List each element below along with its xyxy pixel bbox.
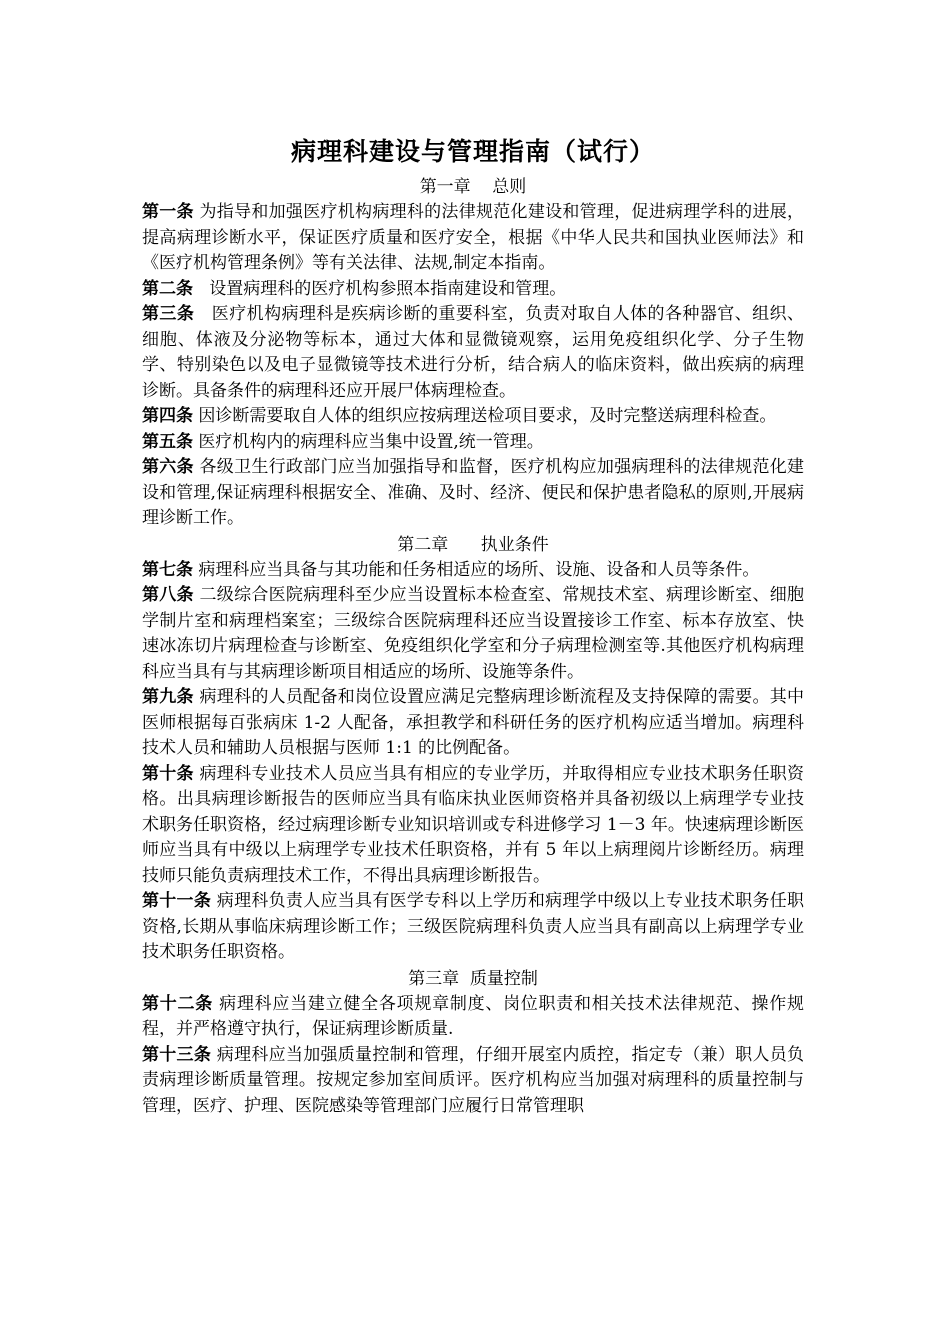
article-number: 第三条 (142, 304, 195, 324)
article-text: 为指导和加强医疗机构病理科的法律规范化建设和管理，促进病理学科的进展，提高病理诊断水平，保证医疗质量和医疗安全，根据《中华人民共和国执业医师法》和《医疗机构管理条例》等有关法律、法规,制定本指南。 (142, 202, 805, 273)
article-text: 病理科专业技术人员应当具有相应的专业学历，并取得相应专业技术职务任职资格。出具病理诊断报告的医师应当具有临床执业医师资格并具备初级以上病理学专业技术职务任职资格，经过病理诊断专业知识培训或专科进修学习 1－3 年。快速病理诊断医师应当具有中级以上病理学专业技术任职资格，并有 5 年以上病理阅片诊断经历。病理技师只能负责病理技术工作，不得出具病理诊断报告。 (142, 763, 805, 886)
chapter-1 (142, 174, 804, 532)
chapter-heading: 第一章 总则 (419, 177, 527, 197)
article-text: 因诊断需要取自人体的组织应按病理送检项目要求，及时完整送病理科检查。 (193, 406, 777, 426)
document-page (142, 132, 804, 1119)
article-text: 各级卫生行政部门应当加强指导和监督，医疗机构应加强病理科的法律规范化建设和管理,保证病理科根据安全、准确、及时、经济、便民和保护患者隐私的原则,开展病理诊断工作。 (142, 457, 805, 528)
article-6 (142, 455, 804, 532)
article-number: 第十二条 (142, 993, 213, 1014)
article-number: 第八条 (142, 585, 194, 605)
article-number: 第十三条 (142, 1044, 212, 1065)
article-2 (142, 277, 804, 303)
document-title: 病理科建设与管理指南（试行） (290, 137, 655, 166)
article-10 (142, 762, 804, 890)
article-text: 病理科的人员配备和岗位设置应满足完整病理诊断流程及支持保障的需要。其中医师根据每百张病床 1-2 人配备，承担教学和科研任务的医疗机构应适当增加。病理科技术人员和辅助人员根据与医师 1:1 的比例配备。 (142, 687, 805, 758)
article-number: 第七条 (142, 559, 193, 580)
article-number: 第十条 (142, 763, 194, 784)
article-text: 医疗机构病理科是疾病诊断的重要科室，负责对取自人体的各种器官、组织、细胞、体液及分泌物等标本，通过大体和显微镜观察，运用免疫组织化学、分子生物学、特别染色以及电子显微镜等技术进行分析，结合病人的临床资料，做出疾病的病理诊断。具备条件的病理科还应开展尸体病理检查。 (142, 304, 804, 401)
article-number: 第六条 (142, 457, 194, 477)
article-text: 病理科应当具备与其功能和任务相适应的场所、设施、设备和人员等条件。 (193, 559, 760, 580)
article-text: 二级综合医院病理科至少应当设置标本检查室、常规技术室、病理诊断室、细胞学制片室和病理档案室；三级综合医院病理科还应当设置接诊工作室、标本存放室、快速冰冻切片病理检查与诊断室、免疫组织化学室和分子病理检测室等.其他医疗机构病理科应当具有与其病理诊断项目相适应的场所、设施等条件。 (142, 585, 805, 682)
article-9 (142, 685, 804, 762)
chapter-3 (142, 966, 804, 1120)
article-number: 第九条 (142, 687, 194, 707)
article-number: 第五条 (142, 431, 193, 452)
article-text: 设置病理科的医疗机构参照本指南建设和管理。 (193, 278, 567, 299)
article-3 (142, 302, 804, 404)
article-number: 第二条 (142, 278, 193, 299)
article-13 (142, 1043, 804, 1120)
article-number: 第四条 (142, 406, 193, 426)
chapter-heading: 第三章 质量控制 (408, 968, 538, 989)
article-text: 病理科应当加强质量控制和管理，仔细开展室内质控，指定专（兼）职人员负责病理诊断质量管理。按规定参加室间质评。医疗机构应当加强对病理科的质量控制与管理，医疗、护理、医院感染等管理部门应履行日常管理职 (142, 1044, 805, 1116)
article-number: 第十一条 (142, 891, 212, 911)
article-1 (142, 200, 804, 277)
article-4 (142, 404, 804, 430)
article-text: 病理科应当建立健全各项规章制度、岗位职责和相关技术法律规范、操作规程，并严格遵守执行，保证病理诊断质量. (142, 993, 804, 1039)
article-12 (142, 992, 804, 1043)
article-number: 第一条 (142, 202, 194, 222)
chapter-heading: 第二章 执业条件 (397, 534, 549, 555)
article-8 (142, 583, 804, 685)
article-text: 病理科负责人应当具有医学专科以上学历和病理学中级以上专业技术职务任职资格,长期从事临床病理诊断工作；三级医院病理科负责人应当具有副高以上病理学专业技术职务任职资格。 (142, 891, 805, 962)
chapter-2 (142, 532, 804, 966)
article-text: 医疗机构内的病理科应当集中设置,统一管理。 (193, 431, 544, 452)
article-11 (142, 889, 804, 966)
article-7 (142, 558, 804, 584)
article-5 (142, 430, 804, 456)
